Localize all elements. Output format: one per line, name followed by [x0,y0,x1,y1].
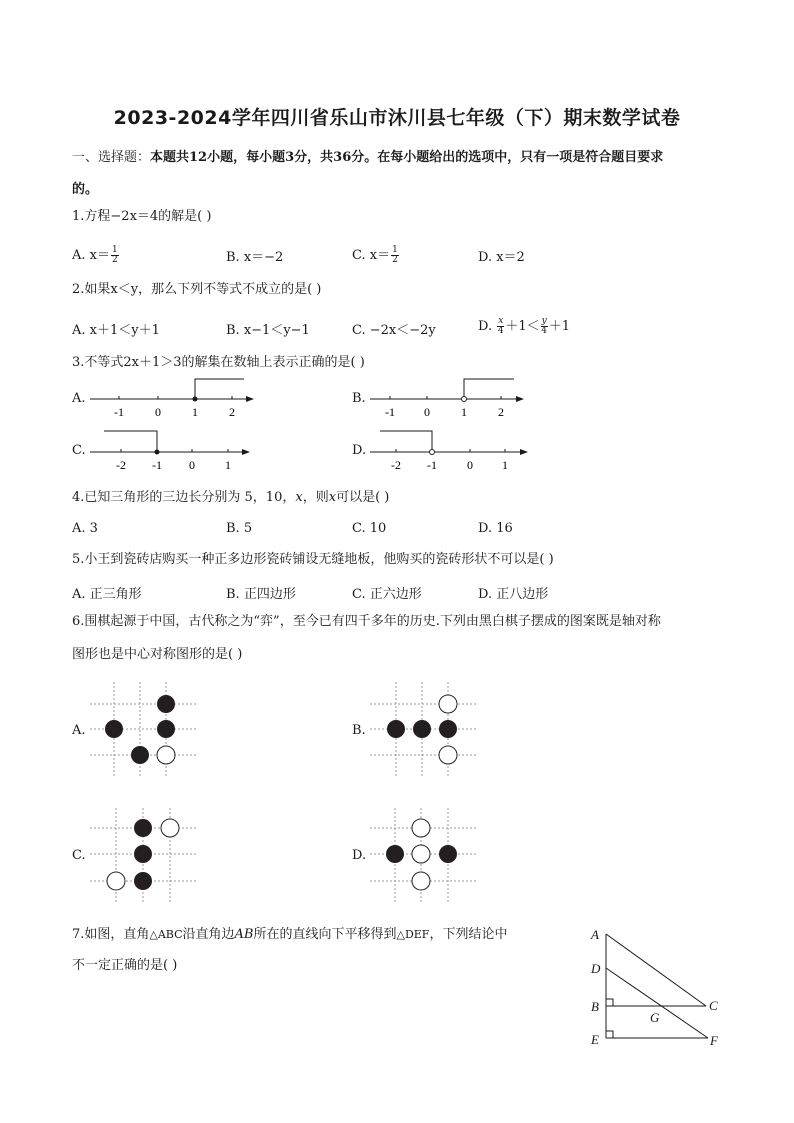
tick-label: 0 [467,458,473,472]
page-title: 2023-2024学年四川省乐山市沐川县七年级（下）期末数学试卷 [113,107,681,129]
tick-label: 2 [498,405,504,419]
tick-label: -2 [116,458,126,472]
vertex-label-f: F [710,1033,718,1048]
q6-option-a-label[interactable]: A. [72,723,86,738]
q5-option-b[interactable]: B. 正四边形 [226,587,296,602]
q6-go-pattern-c[interactable] [88,806,200,906]
q6-option-d-label[interactable]: D. [352,848,367,863]
q1-option-a[interactable]: A. x＝ $\frac{1}{2}$ [72,245,118,265]
black-stone [439,845,457,863]
q4-option-c[interactable]: C. 10 [352,521,387,536]
vertex-label-b: B [591,999,599,1014]
q3-number-line-d[interactable] [366,426,542,474]
tick-label: 1 [502,458,508,472]
black-stone [157,720,175,738]
white-stone [412,872,430,890]
tick-label: 1 [461,405,467,419]
tick-label: -1 [152,458,162,472]
question-3-stem: 3.不等式2x＋1＞3的解集在数轴上表示正确的是( ) [72,355,365,370]
q4-option-b[interactable]: B. 5 [226,521,253,536]
question-4-stem: 4.已知三角形的三边长分别为 5，10，x，则x可以是( ) [72,490,390,505]
q6-go-pattern-b[interactable] [368,680,480,780]
black-stone [134,819,152,837]
question-6-stem-line1: 6.围棋起源于中国，古代称之为“弈”，至今已有四千多年的历史.下列由黑白棋子摆成的图案既是轴对称 [72,614,661,629]
q1-option-d[interactable]: D. x＝2 [478,250,525,265]
vertex-label-e: E [591,1032,599,1047]
white-stone [107,872,125,890]
q3-option-b-label[interactable]: B. [352,391,366,406]
vertex-label-c: C [709,998,718,1013]
black-stone [134,872,152,890]
q4-option-d[interactable]: D. 16 [478,521,513,536]
question-5-stem: 5.小王到瓷砖店购买一种正多边形瓷砖铺设无缝地板，他购买的瓷砖形状不可以是( ) [72,552,554,567]
black-stone [157,695,175,713]
tick-label: 1 [225,458,231,472]
q3-option-a-label[interactable]: A. [72,391,86,406]
tick-label: 0 [155,405,161,419]
black-stone [131,746,149,764]
black-stone [439,720,457,738]
question-7-stem-line1: 7.如图，直角△ABC沿直角边AB所在的直线向下平移得到△DEF，下列结论中 [72,927,508,942]
tick-label: 1 [192,405,198,419]
q6-go-pattern-a[interactable] [88,680,200,780]
tick-label: 0 [189,458,195,472]
white-stone [439,695,457,713]
white-stone [439,746,457,764]
tick-label: 2 [229,405,235,419]
black-stone [386,845,404,863]
tick-label: -2 [391,458,401,472]
q3-number-line-a[interactable] [86,374,262,422]
white-stone [157,746,175,764]
q6-go-pattern-d[interactable] [368,806,480,906]
q2-option-b[interactable]: B. x−1＜y−1 [226,323,310,338]
black-stone [105,720,123,738]
section-instruction-cont: 的。 [72,182,99,197]
q6-option-c-label[interactable]: C. [72,848,86,863]
q2-option-c[interactable]: C. −2x＜−2y [352,323,436,338]
q3-number-line-b[interactable] [366,374,542,422]
q5-option-a[interactable]: A. 正三角形 [72,587,142,602]
q2-option-d[interactable]: D. $\frac{x}{4}$ ＋1＜ $\frac{y}{4}$ ＋1 [478,316,570,336]
q4-option-a[interactable]: A. 3 [72,521,98,536]
q5-option-c[interactable]: C. 正六边形 [352,587,422,602]
tick-label: -1 [114,405,124,419]
black-stone [413,720,431,738]
white-stone [412,845,430,863]
white-stone [412,819,430,837]
tick-label: -1 [427,458,437,472]
question-1-stem: 1.方程−2x＝4的解是( ) [72,209,212,224]
q5-option-d[interactable]: D. 正八边形 [478,587,549,602]
section-instruction: 本题共12小题，每小题3分，共36分。在每小题给出的选项中，只有一项是符合题目要求 [150,150,664,165]
q3-option-d-label[interactable]: D. [352,443,367,458]
black-stone [134,845,152,863]
q3-number-line-c[interactable] [86,426,262,474]
q6-option-b-label[interactable]: B. [352,723,366,738]
q3-option-c-label[interactable]: C. [72,443,86,458]
tick-label: 0 [424,405,430,419]
question-6-stem-line2: 图形也是中心对称图形的是( ) [72,647,243,662]
point-label-g: G [650,1010,660,1025]
white-stone [161,819,179,837]
question-7-stem-line2: 不一定正确的是( ) [72,958,178,973]
vertex-label-a: A [591,927,599,942]
section-heading [72,146,663,165]
q2-option-a[interactable]: A. x＋1＜y＋1 [72,323,160,338]
tick-label: -1 [385,405,395,419]
black-stone [387,720,405,738]
section-label: 一、选择题： [72,150,151,165]
q1-option-c[interactable]: C. x＝ $\frac{1}{2}$ [352,245,398,265]
q7-translation-figure [586,922,726,1052]
question-2-stem: 2.如果x＜y，那么下列不等式不成立的是( ) [72,282,322,297]
q1-option-b[interactable]: B. x＝−2 [226,250,284,265]
vertex-label-d: D [591,961,601,976]
